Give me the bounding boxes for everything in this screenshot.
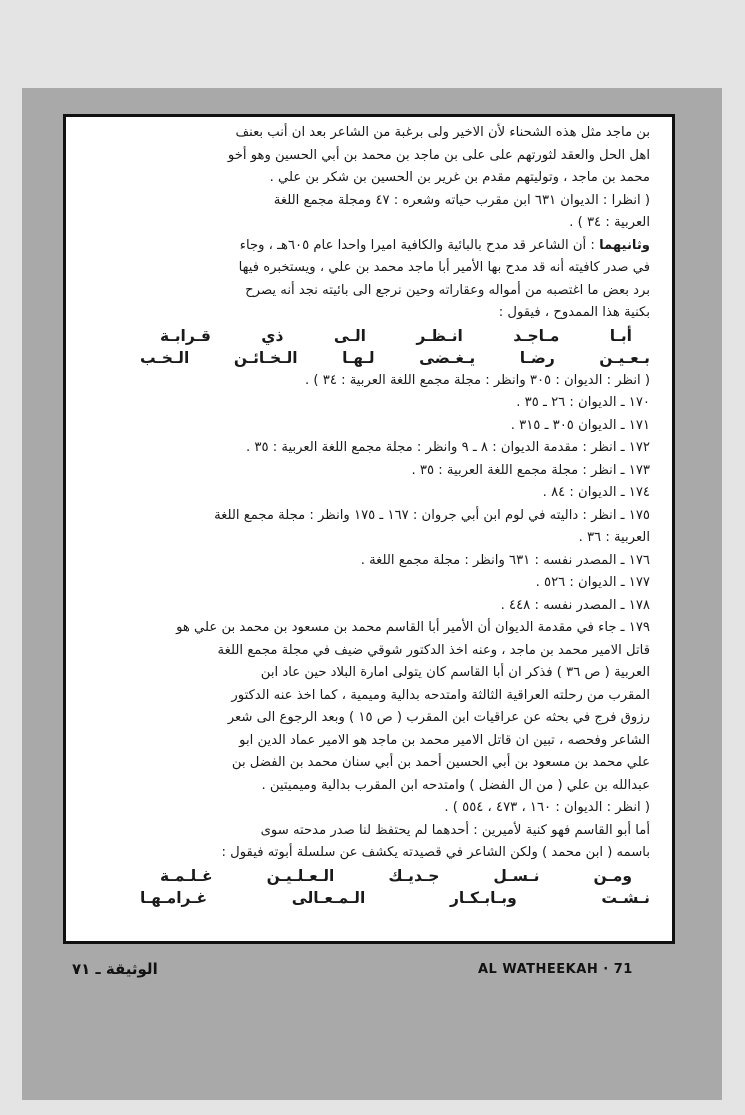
note-line: العربية : ٣٦ . xyxy=(578,530,650,545)
text-line: العربية : ٣٤ ) . xyxy=(569,215,650,230)
note-line: ( انظر : الديوان : ١٦٠ ، ٤٧٣ ، ٥٥٤ ) . xyxy=(444,800,650,815)
text-line: بن ماجد مثل هذه الشحناء لأن الاخير ولى برغبة من الشاعر بعد ان أنب بعنف xyxy=(235,125,650,140)
verse-line: بـعـيـن رضـا يـغـضى لـهـا الـخـائـن الـخـب xyxy=(140,349,650,367)
note-line: قاتل الامير محمد بن ماجد ، وعنه اخذ الدكتور شوقي ضيف في مجلة مجمع اللغة xyxy=(217,642,650,658)
verse-line: نـشـت وبـابـكـار الـمـعـالى غـرامـهـا xyxy=(140,889,650,907)
text-line: برد بعض ما اغتصبه من أمواله وعقاراته وحين نرجع الى بائيته نجد أنه يصرح xyxy=(245,282,650,298)
text-line xyxy=(100,235,650,258)
verse-line: ومـن نـسـل جـديـك الـعـلـيـن غـلـمـة xyxy=(160,866,632,885)
note-line: باسمه ( ابن محمد ) ولكن الشاعر في قصيدته يكشف عن سلسلة أبوته فيقول : xyxy=(221,845,650,860)
note-line: ١٧١ ـ الديوان ٣٠٥ ـ ٣١٥ . xyxy=(510,417,650,433)
note-line: رزوق فرج في بحثه عن عراقيات ابن المقرب ( ص ١٥ ) وبعد الرجوع الى شعر xyxy=(227,710,650,725)
note-line: عبدالله بن علي ( من ال الفضل ) وامتدحه ابن المقرب بدالية وميميتين . xyxy=(261,777,650,793)
text-line: محمد بن ماجد ، وتوليتهم مقدم بن غرير بن الحسين بن شكر بن علي . xyxy=(269,170,650,185)
note-line: العربية ( ص ٣٦ ) فذكر ان أبا القاسم كان يتولى امارة البلاد حين عاد ابن xyxy=(260,665,650,680)
verse-line: أبـا مـاجـد انـظـر الـى ذي قـرابـة xyxy=(160,326,632,345)
note-line: ١٧٥ ـ انظر : داليته في لوم ابن أبي جروان : ١٦٧ ـ ١٧٥ وانظر : مجلة مجمع اللغة xyxy=(214,507,650,523)
note-line: علي محمد بن مسعود بن أبي الحسين أحمد بن أبي سنان محمد بن الفضل بن xyxy=(231,755,650,770)
note-line: ١٧٧ ـ الديوان : ٥٢٦ . xyxy=(535,575,650,590)
note-line: ١٧٠ ـ الديوان : ٢٦ ـ ٣٥ . xyxy=(516,395,650,410)
section-label: وثانيهما xyxy=(599,237,650,253)
text-line: اهل الحل والعقد لثورتهم على على بن ماجد بن محمد بن أبي الحسين وهو أخو xyxy=(227,147,650,163)
note-line: ١٧٦ ـ المصدر نفسه : ٦٣١ وانظر : مجلة مجمع اللغة . xyxy=(360,552,650,568)
note-line: ١٧٣ ـ انظر : مجلة مجمع اللغة العربية : ٣٥ . xyxy=(411,462,650,478)
footer-page-arabic: الوثيقة ـ ٧١ xyxy=(72,960,158,978)
text-line: في صدر كافيته أنه قد مدح بها الأمير أبا ماجد محمد بن علي ، ويستخبره فيها xyxy=(238,260,650,275)
text-line: ( انظرا : الديوان ٦٣١ ابن مقرب حياته وشعره : ٤٧ ومجلة مجمع اللغة xyxy=(273,192,650,208)
text-line: بكنية هذا الممدوح ، فيقول : xyxy=(498,305,650,320)
text-span: : أن الشاعر قد مدح بالبائية والكافية اميرا واحدا عام ٦٠٥هـ ، وجاء xyxy=(239,237,595,253)
note-line: الشاعر وفحصه ، تبين ان قاتل الامير محمد بن ماجد هو الامير عماد الدين ابو xyxy=(239,732,650,748)
note-line: أما أبو القاسم فهو كنية لأميرين : أحدهما لم يحتفظ لنا صدر مدحته سوى xyxy=(260,822,650,838)
note-line: ( انظر : الديوان : ٣٠٥ وانظر : مجلة مجمع اللغة العربية : ٣٤ ) . xyxy=(305,372,650,388)
note-line: المقرب من رحلته العراقية الثالثة وامتدحه بدالية وميمية ، كما اخذ عنه الدكتور xyxy=(231,687,650,703)
note-line: ١٧٩ ـ جاء في مقدمة الديوان أن الأمير أبا القاسم محمد بن مسعود بن محمد بن علي هو xyxy=(176,620,650,635)
note-line: ١٧٤ ـ الديوان : ٨٤ . xyxy=(542,485,650,500)
note-line: ١٧٨ ـ المصدر نفسه : ٤٤٨ . xyxy=(500,597,650,613)
note-line: ١٧٢ ـ انظر : مقدمة الديوان : ٨ ـ ٩ وانظر : مجلة مجمع اللغة العربية : ٣٥ . xyxy=(246,440,650,455)
article-body xyxy=(100,122,650,910)
footer-page-latin: AL WATHEEKAH · 71 xyxy=(478,962,633,977)
